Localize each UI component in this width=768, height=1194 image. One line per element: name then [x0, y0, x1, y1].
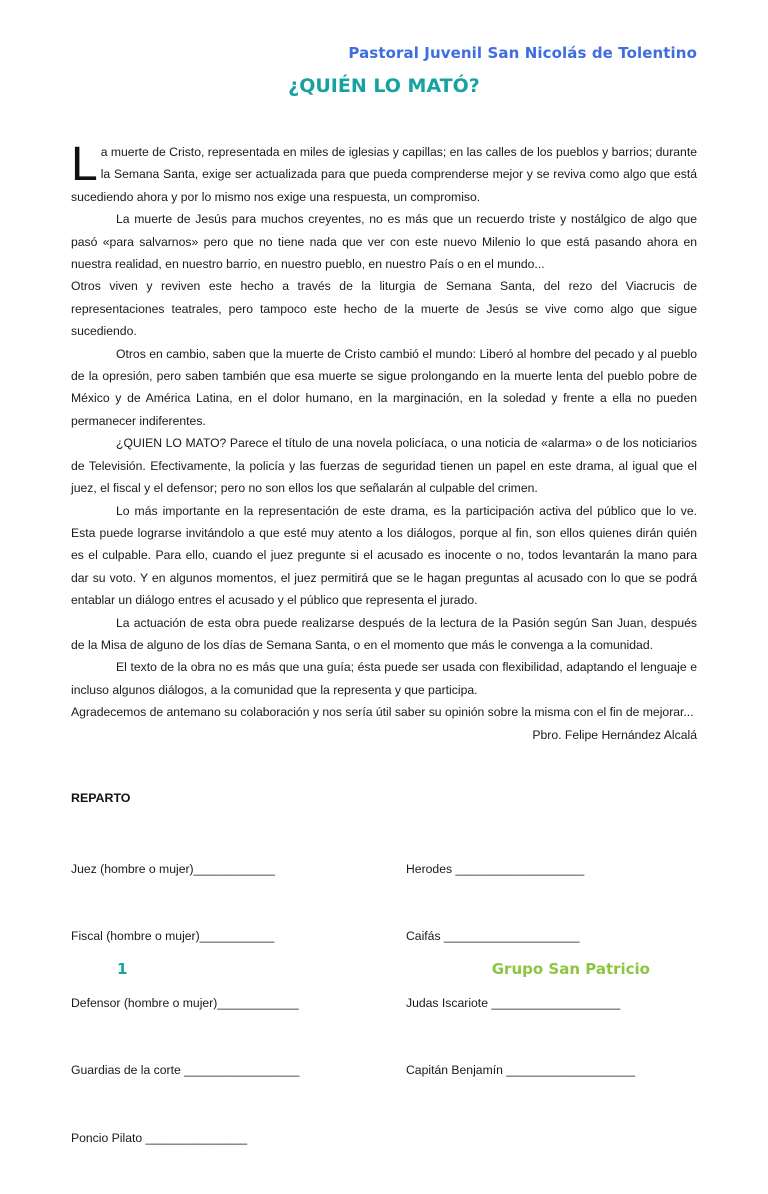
cast-item: Caifás ____________________	[406, 929, 580, 944]
cast-item: Judas Iscariote ___________________	[406, 996, 621, 1011]
cast-item: Poncio Pilato _______________	[71, 1130, 248, 1145]
cast-heading: REPARTO	[71, 791, 131, 805]
cast-item: Juez (hombre o mujer)____________	[71, 861, 275, 876]
paragraph-1	[71, 138, 697, 208]
cast-item: Guardias de la corte _________________	[71, 1063, 300, 1078]
signature: Pbro. Felipe Hernández Alcalá	[532, 727, 697, 742]
page-title: ¿QUIÉN LO MATÓ?	[288, 75, 480, 97]
organization-header: Pastoral Juvenil San Nicolás de Tolentino	[348, 44, 697, 62]
paragraph-9: Agradecemos de antemano su colaboración y nos sería útil saber su opinión sobre la misma con el fin de mejorar...	[71, 705, 694, 720]
paragraph-7: La actuación de esta obra puede realizarse después de la lectura de la Pasión según San Juan, después de la Misa de alguno de los días de Semana Santa, o en el momento que más le convenga a la comunidad.	[71, 615, 697, 652]
document-body	[71, 138, 697, 746]
cast-list-left	[71, 813, 299, 1194]
paragraph-6: Lo más importante en la representación de este drama, es la participación activa del público que lo ve. Esta puede lograrse invitándolo a que esté muy atento a los diálogos, porque al fin, son ellos quienes dirán quién es el culpable. Para ello, cuando el juez pregunte si el acusado es inocente o no, todos levantarán la mano para dar su voto. Y en algunos momentos, el juez permitirá que se le hagan preguntas al acusado con lo que se podrá entablar un diálogo entres el acusado y el público que representa el jurado.	[71, 503, 697, 608]
cast-item: Capitán Benjamín ___________________	[406, 1063, 636, 1078]
paragraph-3: Otros viven y reviven este hecho a través de la liturgia de Semana Santa, del rezo del Viacrucis de representaciones teatrales, pero tampoco este hecho de la muerte de Jesús se vive como algo que sigue sucediendo.	[71, 279, 697, 339]
paragraph-8: El texto de la obra no es más que una guía; ésta puede ser usada con flexibilidad, adaptando el lenguaje e incluso algunos diálogos, a la comunidad que la representa y que participa.	[71, 660, 697, 697]
paragraph-5: ¿QUIEN LO MATO? Parece el título de una novela policíaca, o una noticia de «alarma» o de los noticiarios de Televisión. Efectivamente, la policía y las fuerzas de seguridad tienen un papel en este drama, al igual que el juez, el fiscal y el defensor; pero no son ellos los que señalarán al culpable del crimen.	[71, 436, 697, 496]
page-number: 1	[117, 960, 128, 978]
cast-item: Fiscal (hombre o mujer)___________	[71, 929, 275, 944]
drop-cap: L	[71, 138, 98, 191]
cast-item: Defensor (hombre o mujer)____________	[71, 996, 299, 1011]
footer-group-name: Grupo San Patricio	[491, 960, 650, 978]
paragraph-1-text: a muerte de Cristo, representada en miles de iglesias y capillas; en las calles de los pueblos y barrios; durante la Semana Santa, exige ser actualizada para que pueda comprenderse mejor y se reviva como algo que está sucediendo ahora y por lo mismo nos exige una respuesta, un compromiso.	[71, 145, 697, 204]
cast-item: Herodes ___________________	[406, 861, 585, 876]
paragraph-4: Otros en cambio, saben que la muerte de Cristo cambió el mundo: Liberó al hombre del pecado y al pueblo de la opresión, pero saben también que esa muerte se sigue prolongando en la muerte lenta del pueblo pobre de México y de América Latina, en el dolor humano, en la marginación, en la soledad y frente a ella no pueden permanecer indiferentes.	[71, 346, 697, 428]
paragraph-2: La muerte de Jesús para muchos creyentes, no es más que un recuerdo triste y nostálgico de algo que pasó «para salvarnos» pero que no tiene nada que ver con este nuevo Milenio lo que está pasando ahora en nuestra realidad, en nuestro barrio, en nuestro pueblo, en nuestro País o en el mundo...	[71, 212, 697, 272]
